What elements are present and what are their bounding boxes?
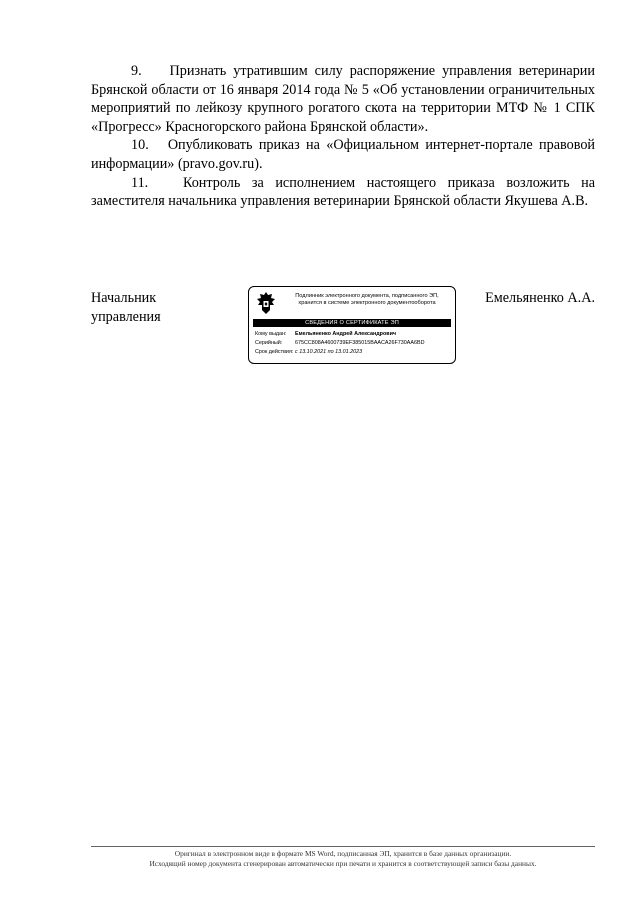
clause-number: 10. xyxy=(131,137,149,154)
coat-of-arms-icon xyxy=(255,291,277,315)
stamp-validity-row xyxy=(255,349,362,356)
stamp-title: СВЕДЕНИЯ О СЕРТИФИКАТЕ ЭП xyxy=(253,319,451,327)
signatory-position xyxy=(91,289,161,326)
serial-value: 675CC808A4600739EF385015BAACA26F730AA6BD xyxy=(295,340,425,346)
stamp-header-line-1: Подлинник электронного документа, подписанного ЭП, xyxy=(295,293,439,299)
footer-line-2: Исходящий номер документа сгенерирован автоматически при печати и хранится в соответствующей записи базы данных. xyxy=(149,859,537,868)
clause-10 xyxy=(91,136,595,173)
owner-value: Емельяненко Андрей Александрович xyxy=(295,331,397,337)
position-line-2: управления xyxy=(91,308,161,325)
clause-text: Признать утратившим силу распоряжение управления ветеринарии Брянской области от 16 января 2014 года № 5 «Об установлении ограничительных мероприятий по лейкозу крупного рогатого скота на территории МТФ № 1 СПК «Прогресс» Красногорского района Брянской области». xyxy=(91,63,595,135)
stamp-header xyxy=(282,293,452,307)
owner-label: Кому выдан: xyxy=(255,331,287,337)
stamp-serial-row xyxy=(255,340,424,347)
document-body xyxy=(91,62,595,211)
clause-number: 9. xyxy=(131,63,142,79)
footer-divider xyxy=(91,846,595,847)
signatory-name: Емельяненко А.А. xyxy=(485,290,595,306)
footer-note xyxy=(91,849,595,869)
clause-11 xyxy=(91,174,595,211)
stamp-owner-row xyxy=(255,331,396,338)
clause-text: Опубликовать приказ на «Официальном интернет-портале правовой информации» (pravo.gov.ru). xyxy=(91,137,596,172)
position-line-1: Начальник xyxy=(91,290,157,306)
electronic-signature-stamp xyxy=(248,286,456,364)
clause-9 xyxy=(91,62,595,136)
serial-label: Серийный: xyxy=(255,340,283,346)
footer-line-1: Оригинал в электронном виде в формате MS Word, подписанная ЭП, хранится в базе данных организации. xyxy=(174,849,512,858)
validity-value: с 13.10.2021 по 13.01.2023 xyxy=(295,349,363,355)
clause-number: 11. xyxy=(131,174,149,191)
stamp-header-line-2: хранится в системе электронного документооборота xyxy=(298,300,436,306)
validity-label: Срок действия: xyxy=(255,349,294,355)
clause-text: Контроль за исполнением настоящего приказа возложить на заместителя начальника управления ветеринарии Брянской области Якушева А.В. xyxy=(91,174,595,210)
